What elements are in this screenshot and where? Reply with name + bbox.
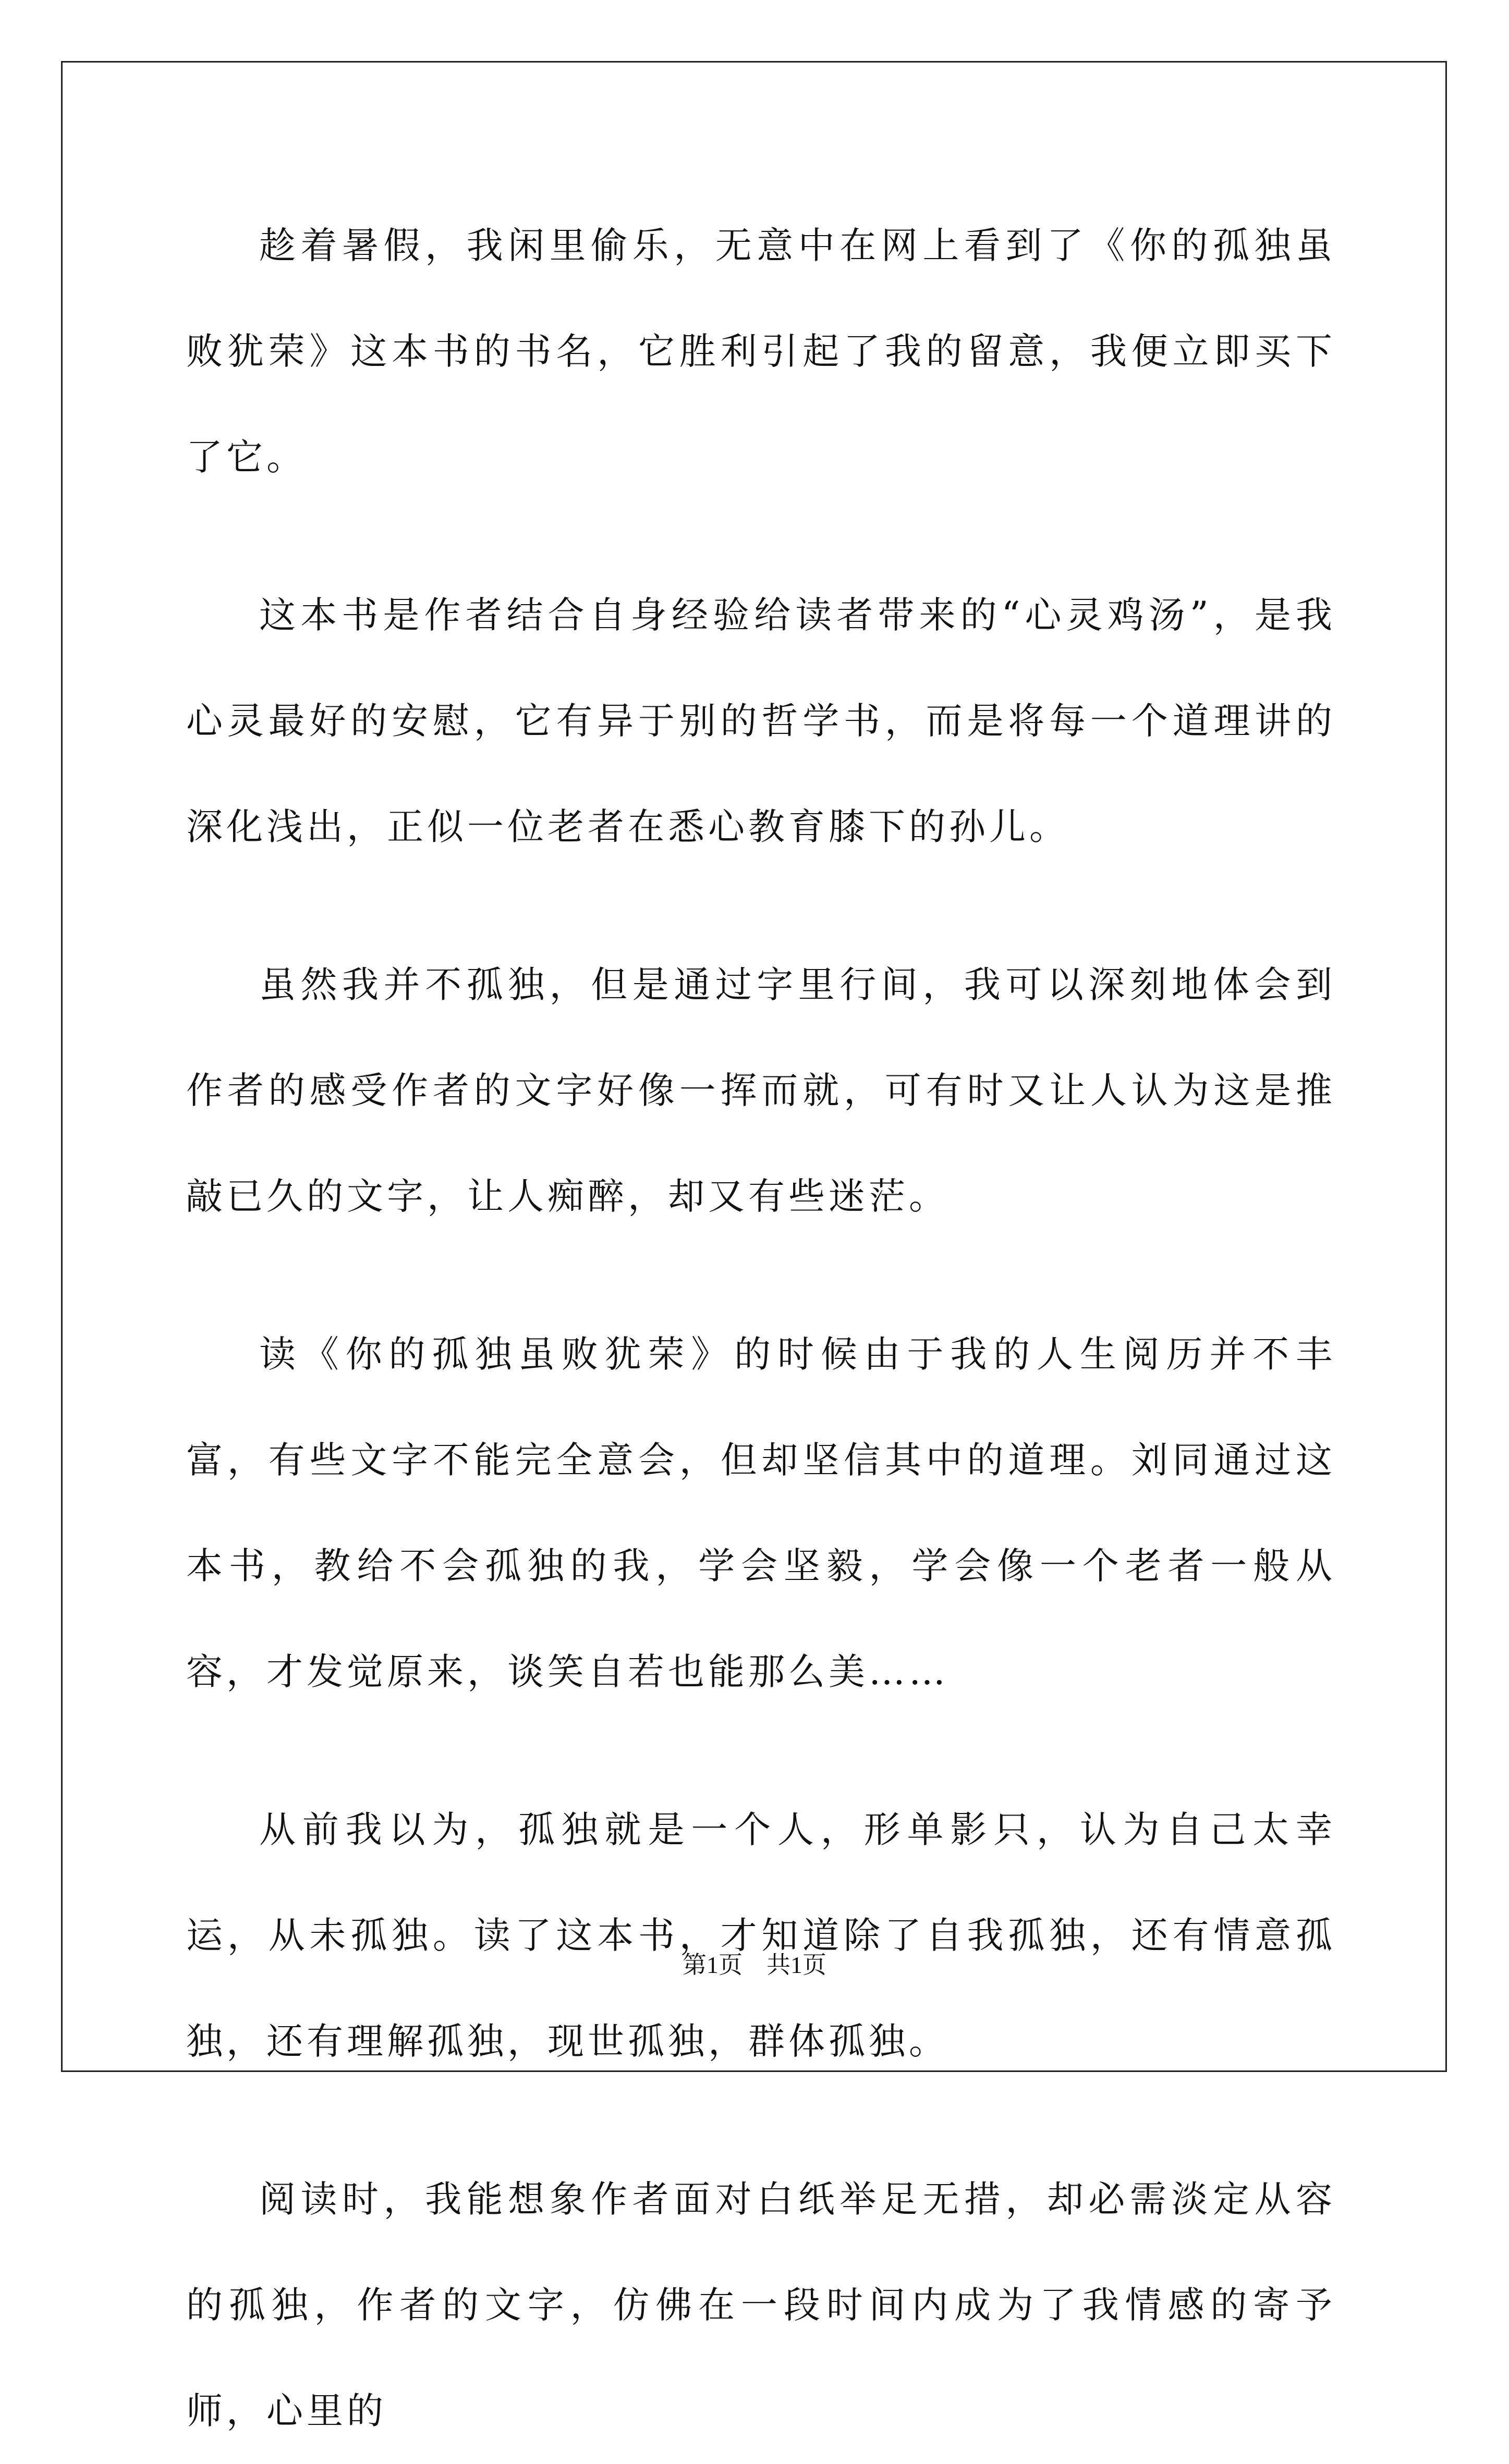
paragraph-6: 阅读时，我能想象作者面对白纸举足无措，却必需淡定从容的孤独，作者的文字，仿佛在一段时间内成为了我情感的寄予师，心里的 [186,2178,1336,2432]
paragraph-5: 从前我以为，孤独就是一个人，形单影只，认为自己太幸运，从未孤独。读了这本书，才知道除了自我孤独，还有情意孤独，还有理解孤独，现世孤独，群体孤独。 [186,1808,1336,2063]
paragraph-2: 这本书是作者结合自身经验给读者带来的“心灵鸡汤”，是我心灵最好的安慰，它有异于别的哲学书，而是将每一个道理讲的深化浅出，正似一位老者在悉心教育膝下的孙儿。 [186,594,1336,848]
page-footer: 第1页 共1页 [683,1952,826,1978]
paragraph-3: 虽然我并不孤独，但是通过字里行间，我可以深刻地体会到作者的感受作者的文字好像一挥而就，可有时又让人认为这是推敲已久的文字，让人痴醉，却又有些迷茫。 [186,963,1336,1218]
paragraph-1: 趁着暑假，我闲里偷乐，无意中在网上看到了《你的孤独虽败犹荣》这本书的书名，它胜利引起了我的留意，我便立即买下了它。 [186,224,1336,479]
paragraph-4: 读《你的孤独虽败犹荣》的时候由于我的人生阅历并不丰富，有些文字不能完全意会，但却坚信其中的道理。刘同通过这本书，教给不会孤独的我，学会坚毅，学会像一个老者一般从容，才发觉原来，谈笑自若也能那么美…… [186,1333,1336,1693]
document-body [186,193,1336,2464]
